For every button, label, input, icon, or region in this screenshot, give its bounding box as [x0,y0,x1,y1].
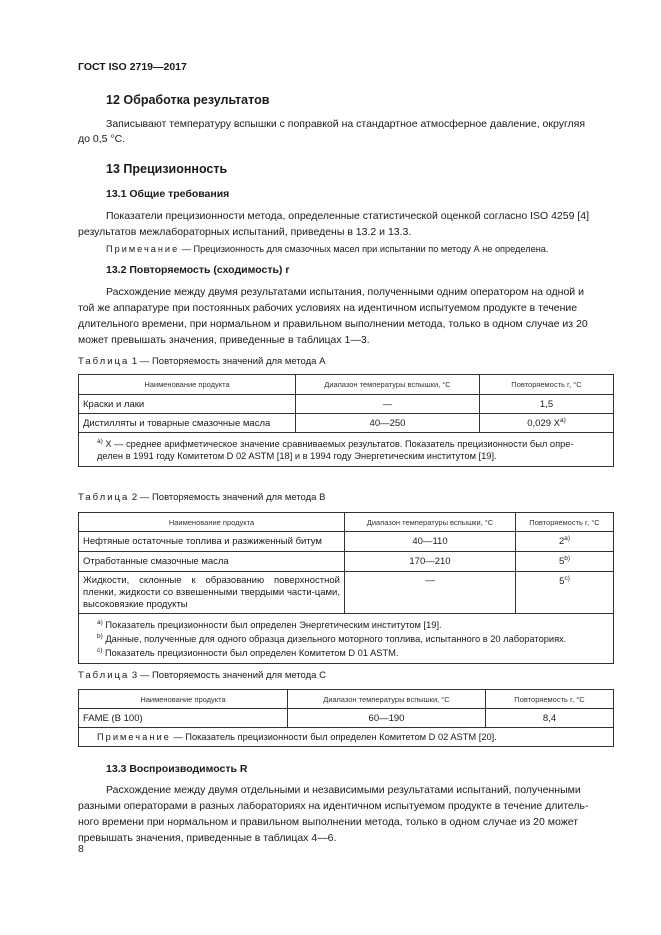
table-1-title: 1 — Повторяемость значений для метода А [129,356,326,367]
table-3-range: 60—190 [288,709,486,728]
page-number: 8 [78,843,84,855]
table-2-range: 170—210 [345,552,516,572]
subsection-13-2-title: 13.2 Повторяемость (сходимость) r [106,264,290,276]
section-12-text-line1: Записывают температуру вспышки с поправкой на стандартное атмосферное давление, округляя [106,118,586,130]
table-2-footnote-row [79,614,614,664]
section-13-title: 13 Прецизионность [106,162,228,176]
subsection-13-1-line2: результатов межлабораторных испытаний, приведены в 13.2 и 13.3. [78,226,412,238]
table-row [79,572,614,614]
table-1-value-cell [480,414,614,433]
table-1-footnote [79,433,614,467]
table-1-header-product: Наименование продукта [79,375,296,395]
table-3-caption [78,670,326,681]
table-3-note-row [79,728,614,747]
table-2-header-range: Диапазон температуры вспышки, °С [345,513,516,532]
table-3-product: FAME (B 100) [79,709,288,728]
table-1 [78,374,614,467]
footnote-text: Показатель прецизионности был определен Комитетом D 01 ASTM. [102,648,399,659]
table-1-range: — [296,395,480,414]
footnote-mark: a) [97,619,103,626]
subsection-13-1-title: 13.1 Общие требования [106,188,230,200]
table-1-value: 0,029 X [527,418,560,430]
table-row [79,532,614,552]
table-1-value: 1,5 [480,395,614,414]
table-2-product: Нефтяные остаточные топлива и разжиженный битум [79,532,345,552]
table-1-header-repeat: Повторяемость r, °С [480,375,614,395]
table-3 [78,689,614,747]
table-2-value: 5 [559,576,565,588]
table-3-note-label: Примечание [97,732,171,742]
table-2-value-cell [516,572,614,614]
table-3-note [79,728,614,747]
table-3-value: 8,4 [486,709,614,728]
subsection-13-3-line2: разными операторами в разных лабораториях на идентичном испытуемом продукте в течение длитель- [78,800,589,812]
table-2-range: — [345,572,516,614]
table-1-footnote-line2: делен в 1991 году Комитетом D 02 ASTM [18] и в 1994 году Энергетическим институтом [19]. [97,451,497,462]
note-text: — Прецизионность для смазочных масел при испытании по методу А не определена. [179,244,549,254]
subsection-13-2-line2: той же аппаратуре при постоянных рабочих условиях на идентичном испытуемом продукте в течение [78,302,578,314]
table-3-note-text: — Показатель прецизионности был определен Комитетом D 02 ASTM [20]. [170,732,497,742]
document-header: ГОСТ ISO 2719—2017 [78,61,187,73]
table-2-footnotes [79,614,614,664]
table-1-caption [78,356,325,367]
footnote-text: Данные, полученные для одного образца дизельного моторного топлива, испытанного в 20 лабораториях. [102,634,567,645]
table-2-header-repeat: Повторяемость r, °С [516,513,614,532]
table-2-label: Таблица [78,492,130,503]
footnote-ref: a) [564,535,571,543]
table-1-product: Дистилляты и товарные смазочные масла [79,414,296,433]
table-row [79,709,614,728]
footnote-text: Показатель прецизионности был определен Энергетическим институтом [19]. [102,620,442,631]
subsection-13-3-line3: ного времени при нормальном и правильном выполнении метода, только в одном случае из 20 может [78,816,579,828]
table-1-label: Таблица [78,356,130,367]
table-3-label: Таблица [78,670,130,681]
table-1-range: 40—250 [296,414,480,433]
table-3-header-range: Диапазон температуры вспышки, °С [288,690,486,709]
table-2-footnote-b [97,631,609,645]
footnote-ref: a) [559,416,566,424]
footnote-ref: b) [564,555,571,563]
footnote-ref: c) [564,575,570,582]
subsection-13-3-line1: Расхождение между двумя отдельными и независимыми результатами испытаний, полученными [106,784,581,796]
table-1-footnote-row [79,433,614,467]
table-2-product: Отработанные смазочные масла [79,552,345,572]
table-2 [78,512,614,664]
subsection-13-2-line4: может превышать значения, приведенные в таблицах 1—3. [78,334,370,346]
table-2-header-product: Наименование продукта [79,513,345,532]
footnote-text: X — среднее арифметическое значение сравниваемых результатов. Показатель прецизионности был опре- [102,439,574,450]
section-12-title: 12 Обработка результатов [106,93,270,107]
table-3-header-product: Наименование продукта [79,690,288,709]
table-3-header-repeat: Повторяемость r, °С [486,690,614,709]
table-1-header-range: Диапазон температуры вспышки, °С [296,375,480,395]
subsection-13-2-line1: Расхождение между двумя результатами испытания, полученными одним оператором на одной и [106,286,584,298]
table-1-footnote-line1 [97,436,609,450]
section-12-text-line2: до 0,5 °С. [78,133,126,145]
subsection-13-3-title: 13.3 Воспроизводимость R [106,763,248,775]
table-row [79,414,614,433]
table-2-value: 2 [558,536,565,548]
table-2-caption [78,492,325,503]
table-row [79,552,614,572]
table-1-product: Краски и лаки [79,395,296,414]
table-2-title: 2 — Повторяемость значений для метода В [129,492,326,503]
table-2-range: 40—110 [345,532,516,552]
note-method-a [106,244,548,254]
subsection-13-1-line1: Показатели прецизионности метода, определенные статистической оценкой согласно ISO 4259 [4] [106,210,590,222]
table-2-value: 5 [558,556,565,568]
table-2-footnote-c [97,645,609,659]
table-2-value-cell [516,532,614,552]
footnote-mark: a) [97,438,103,445]
table-row [79,395,614,414]
table-3-title: 3 — Повторяемость значений для метода С [129,670,326,681]
table-2-product: Жидкости, склонные к образованию поверхностной пленки, жидкости со взвешенными твердыми части-цами, высоковязкие продукты [79,572,345,614]
table-2-value-cell [516,552,614,572]
footnote-mark: c) [97,647,103,655]
subsection-13-2-line3: длительного времени, при нормальном и правильном выполнении метода, только в одном случае из 20 [78,318,588,330]
footnote-mark: b) [97,633,103,641]
subsection-13-3-line4: превышать значения, приведенные в таблицах 4—6. [78,832,337,844]
note-label: Примечание [106,244,180,254]
table-2-footnote-a [97,617,609,631]
